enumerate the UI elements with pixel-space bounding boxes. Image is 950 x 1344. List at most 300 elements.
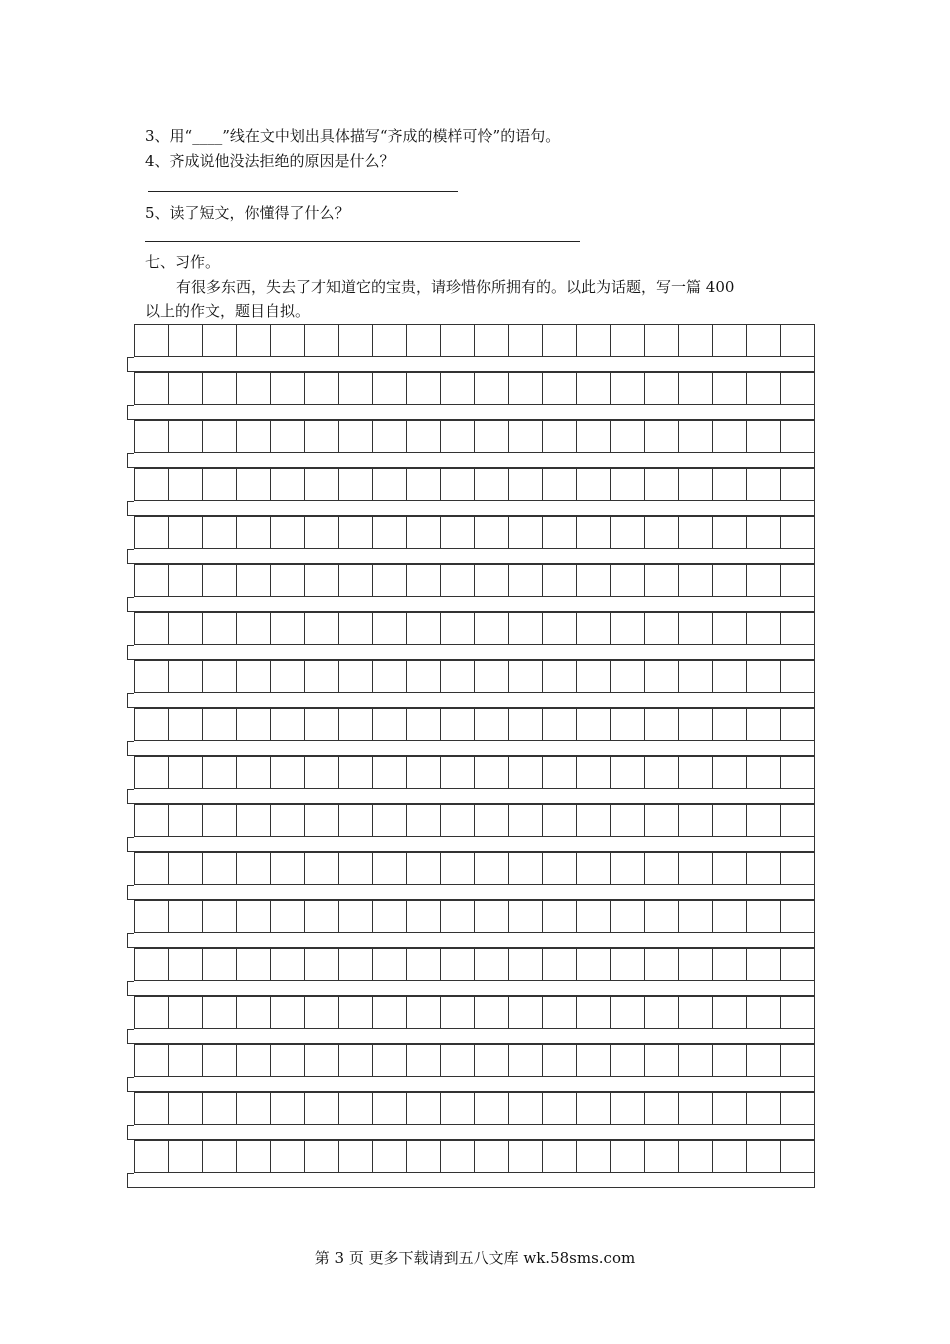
grid-cell[interactable] [509,565,543,597]
grid-cell[interactable] [611,997,645,1029]
grid-cell[interactable] [679,373,713,405]
grid-cell[interactable] [577,757,611,789]
grid-cell[interactable] [645,805,679,837]
grid-cell[interactable] [679,949,713,981]
grid-cell[interactable] [441,517,475,549]
grid-cell[interactable] [271,1093,305,1125]
grid-cell[interactable] [237,949,271,981]
grid-cell[interactable] [373,661,407,693]
grid-cell[interactable] [373,805,407,837]
grid-cell[interactable] [203,853,237,885]
grid-cell[interactable] [203,1045,237,1077]
grid-cell[interactable] [339,565,373,597]
grid-cell[interactable] [305,421,339,453]
grid-cell[interactable] [679,661,713,693]
grid-cell[interactable] [713,373,747,405]
grid-cell[interactable] [713,805,747,837]
grid-cell[interactable] [407,1093,441,1125]
grid-cell[interactable] [747,565,781,597]
grid-cell[interactable] [441,853,475,885]
grid-cell[interactable] [373,1093,407,1125]
grid-cell[interactable] [509,1045,543,1077]
grid-cell[interactable] [203,1093,237,1125]
grid-cell[interactable] [339,949,373,981]
grid-cell[interactable] [509,1093,543,1125]
grid-cell[interactable] [407,949,441,981]
grid-cell[interactable] [781,325,815,357]
grid-cell[interactable] [781,613,815,645]
grid-cell[interactable] [713,1093,747,1125]
grid-cell[interactable] [339,1045,373,1077]
grid-cell[interactable] [713,517,747,549]
grid-cell[interactable] [169,757,203,789]
grid-cell[interactable] [781,373,815,405]
grid-cell[interactable] [713,613,747,645]
grid-cell[interactable] [441,805,475,837]
grid-cell[interactable] [203,517,237,549]
grid-cell[interactable] [713,853,747,885]
grid-cell[interactable] [305,1045,339,1077]
grid-cell[interactable] [577,901,611,933]
grid-cell[interactable] [781,1141,815,1173]
grid-cell[interactable] [577,469,611,501]
grid-cell[interactable] [169,421,203,453]
grid-cell[interactable] [577,1141,611,1173]
grid-cell[interactable] [441,1141,475,1173]
grid-cell[interactable] [373,997,407,1029]
grid-cell[interactable] [781,757,815,789]
grid-cell[interactable] [509,853,543,885]
grid-cell[interactable] [577,661,611,693]
grid-cell[interactable] [203,469,237,501]
grid-cell[interactable] [611,421,645,453]
grid-cell[interactable] [713,565,747,597]
grid-cell[interactable] [237,901,271,933]
grid-cell[interactable] [509,517,543,549]
grid-cell[interactable] [543,853,577,885]
grid-cell[interactable] [169,997,203,1029]
grid-cell[interactable] [509,613,543,645]
grid-cell[interactable] [237,325,271,357]
grid-cell[interactable] [543,949,577,981]
grid-cell[interactable] [135,565,169,597]
grid-cell[interactable] [441,613,475,645]
grid-cell[interactable] [135,421,169,453]
grid-cell[interactable] [645,997,679,1029]
grid-cell[interactable] [679,517,713,549]
grid-cell[interactable] [407,853,441,885]
grid-cell[interactable] [305,1141,339,1173]
grid-cell[interactable] [135,1045,169,1077]
grid-cell[interactable] [577,565,611,597]
grid-cell[interactable] [781,565,815,597]
grid-cell[interactable] [645,373,679,405]
grid-cell[interactable] [271,709,305,741]
grid-cell[interactable] [135,709,169,741]
composition-writing-grid[interactable] [127,324,815,1188]
grid-cell[interactable] [747,373,781,405]
grid-cell[interactable] [645,1045,679,1077]
grid-cell[interactable] [543,709,577,741]
grid-cell[interactable] [781,469,815,501]
grid-cell[interactable] [441,661,475,693]
grid-cell[interactable] [169,805,203,837]
grid-cell[interactable] [645,709,679,741]
grid-cell[interactable] [135,997,169,1029]
grid-cell[interactable] [237,997,271,1029]
grid-cell[interactable] [237,1093,271,1125]
grid-cell[interactable] [543,421,577,453]
grid-cell[interactable] [203,1141,237,1173]
grid-cell[interactable] [373,325,407,357]
grid-cell[interactable] [237,709,271,741]
grid-cell[interactable] [475,661,509,693]
grid-cell[interactable] [577,421,611,453]
grid-cell[interactable] [713,1141,747,1173]
grid-cell[interactable] [271,565,305,597]
grid-cell[interactable] [407,709,441,741]
grid-cell[interactable] [611,565,645,597]
grid-cell[interactable] [577,1093,611,1125]
grid-cell[interactable] [339,613,373,645]
grid-cell[interactable] [713,325,747,357]
grid-cell[interactable] [475,757,509,789]
grid-cell[interactable] [203,805,237,837]
grid-cell[interactable] [577,517,611,549]
grid-cell[interactable] [611,517,645,549]
grid-cell[interactable] [203,565,237,597]
grid-cell[interactable] [271,1045,305,1077]
grid-cell[interactable] [373,853,407,885]
grid-cell[interactable] [339,373,373,405]
grid-cell[interactable] [169,709,203,741]
grid-cell[interactable] [373,613,407,645]
grid-cell[interactable] [441,565,475,597]
grid-cell[interactable] [169,1093,203,1125]
grid-cell[interactable] [339,997,373,1029]
grid-cell[interactable] [747,1093,781,1125]
grid-cell[interactable] [781,709,815,741]
grid-cell[interactable] [475,565,509,597]
grid-cell[interactable] [203,757,237,789]
grid-cell[interactable] [509,1141,543,1173]
grid-cell[interactable] [475,373,509,405]
grid-cell[interactable] [645,325,679,357]
grid-cell[interactable] [747,325,781,357]
grid-cell[interactable] [407,373,441,405]
grid-cell[interactable] [543,565,577,597]
grid-cell[interactable] [169,949,203,981]
grid-cell[interactable] [679,613,713,645]
grid-cell[interactable] [407,757,441,789]
grid-cell[interactable] [339,1093,373,1125]
grid-cell[interactable] [611,853,645,885]
grid-cell[interactable] [713,709,747,741]
grid-cell[interactable] [339,709,373,741]
grid-cell[interactable] [169,901,203,933]
grid-cell[interactable] [271,757,305,789]
grid-cell[interactable] [203,997,237,1029]
grid-cell[interactable] [373,517,407,549]
grid-cell[interactable] [475,325,509,357]
grid-cell[interactable] [781,997,815,1029]
grid-cell[interactable] [237,757,271,789]
grid-cell[interactable] [679,853,713,885]
grid-cell[interactable] [441,901,475,933]
grid-cell[interactable] [509,469,543,501]
grid-cell[interactable] [747,1045,781,1077]
grid-cell[interactable] [781,853,815,885]
grid-cell[interactable] [203,325,237,357]
grid-cell[interactable] [679,565,713,597]
grid-cell[interactable] [305,613,339,645]
grid-cell[interactable] [169,565,203,597]
grid-cell[interactable] [509,901,543,933]
grid-cell[interactable] [679,469,713,501]
grid-cell[interactable] [271,325,305,357]
grid-cell[interactable] [169,853,203,885]
grid-cell[interactable] [237,373,271,405]
grid-cell[interactable] [543,517,577,549]
grid-cell[interactable] [373,421,407,453]
grid-cell[interactable] [781,1093,815,1125]
grid-cell[interactable] [645,1093,679,1125]
grid-cell[interactable] [747,469,781,501]
grid-cell[interactable] [271,661,305,693]
grid-cell[interactable] [271,469,305,501]
grid-cell[interactable] [237,853,271,885]
grid-cell[interactable] [475,997,509,1029]
grid-cell[interactable] [237,421,271,453]
grid-cell[interactable] [679,757,713,789]
grid-cell[interactable] [135,901,169,933]
grid-cell[interactable] [373,1045,407,1077]
grid-cell[interactable] [135,517,169,549]
grid-cell[interactable] [271,901,305,933]
grid-cell[interactable] [645,469,679,501]
grid-cell[interactable] [543,1141,577,1173]
grid-cell[interactable] [475,709,509,741]
grid-cell[interactable] [509,757,543,789]
grid-cell[interactable] [611,1045,645,1077]
grid-cell[interactable] [305,469,339,501]
grid-cell[interactable] [781,517,815,549]
grid-cell[interactable] [577,325,611,357]
grid-cell[interactable] [407,517,441,549]
grid-cell[interactable] [645,517,679,549]
grid-cell[interactable] [475,853,509,885]
grid-cell[interactable] [271,949,305,981]
grid-cell[interactable] [713,469,747,501]
grid-cell[interactable] [373,373,407,405]
grid-cell[interactable] [271,853,305,885]
grid-cell[interactable] [373,709,407,741]
grid-cell[interactable] [543,805,577,837]
grid-cell[interactable] [407,1141,441,1173]
grid-cell[interactable] [645,661,679,693]
grid-cell[interactable] [543,373,577,405]
grid-cell[interactable] [475,1045,509,1077]
grid-cell[interactable] [271,373,305,405]
grid-cell[interactable] [509,421,543,453]
grid-cell[interactable] [271,517,305,549]
grid-cell[interactable] [475,517,509,549]
grid-cell[interactable] [169,517,203,549]
grid-cell[interactable] [509,325,543,357]
grid-cell[interactable] [441,949,475,981]
grid-cell[interactable] [407,997,441,1029]
grid-cell[interactable] [305,325,339,357]
grid-cell[interactable] [373,901,407,933]
grid-cell[interactable] [611,1093,645,1125]
grid-cell[interactable] [543,1093,577,1125]
grid-cell[interactable] [747,661,781,693]
grid-cell[interactable] [781,901,815,933]
grid-cell[interactable] [509,661,543,693]
grid-cell[interactable] [475,469,509,501]
grid-cell[interactable] [543,1045,577,1077]
grid-cell[interactable] [509,373,543,405]
grid-cell[interactable] [679,997,713,1029]
grid-cell[interactable] [577,709,611,741]
grid-cell[interactable] [679,1141,713,1173]
grid-cell[interactable] [679,805,713,837]
grid-cell[interactable] [679,1045,713,1077]
grid-cell[interactable] [407,1045,441,1077]
grid-cell[interactable] [713,661,747,693]
grid-cell[interactable] [441,757,475,789]
grid-cell[interactable] [169,661,203,693]
grid-cell[interactable] [713,1045,747,1077]
grid-cell[interactable] [407,661,441,693]
grid-cell[interactable] [135,1141,169,1173]
grid-cell[interactable] [611,373,645,405]
grid-cell[interactable] [611,1141,645,1173]
grid-cell[interactable] [475,901,509,933]
grid-cell[interactable] [373,565,407,597]
grid-cell[interactable] [441,421,475,453]
grid-cell[interactable] [135,1093,169,1125]
grid-cell[interactable] [271,421,305,453]
grid-cell[interactable] [679,1093,713,1125]
grid-cell[interactable] [407,469,441,501]
grid-cell[interactable] [543,757,577,789]
grid-cell[interactable] [271,613,305,645]
grid-cell[interactable] [781,661,815,693]
grid-cell[interactable] [509,709,543,741]
answer-line-q4[interactable] [148,191,458,192]
grid-cell[interactable] [543,613,577,645]
grid-cell[interactable] [747,805,781,837]
grid-cell[interactable] [543,661,577,693]
grid-cell[interactable] [203,709,237,741]
grid-cell[interactable] [713,757,747,789]
grid-cell[interactable] [747,901,781,933]
grid-cell[interactable] [713,949,747,981]
grid-cell[interactable] [475,421,509,453]
grid-cell[interactable] [135,469,169,501]
grid-cell[interactable] [781,1045,815,1077]
grid-cell[interactable] [237,661,271,693]
grid-cell[interactable] [441,1045,475,1077]
grid-cell[interactable] [441,373,475,405]
grid-cell[interactable] [475,613,509,645]
grid-cell[interactable] [577,853,611,885]
grid-cell[interactable] [475,1141,509,1173]
grid-cell[interactable] [645,853,679,885]
grid-cell[interactable] [407,565,441,597]
grid-cell[interactable] [237,517,271,549]
grid-cell[interactable] [169,1141,203,1173]
grid-cell[interactable] [271,1141,305,1173]
grid-cell[interactable] [339,901,373,933]
grid-cell[interactable] [407,805,441,837]
grid-cell[interactable] [407,325,441,357]
grid-cell[interactable] [713,901,747,933]
grid-cell[interactable] [747,997,781,1029]
grid-cell[interactable] [203,613,237,645]
grid-cell[interactable] [611,325,645,357]
grid-cell[interactable] [543,469,577,501]
grid-cell[interactable] [475,949,509,981]
grid-cell[interactable] [645,901,679,933]
grid-cell[interactable] [611,949,645,981]
grid-cell[interactable] [271,997,305,1029]
grid-cell[interactable] [135,325,169,357]
grid-cell[interactable] [747,613,781,645]
answer-line-q5[interactable] [145,241,580,242]
grid-cell[interactable] [203,373,237,405]
grid-cell[interactable] [203,901,237,933]
grid-cell[interactable] [373,757,407,789]
grid-cell[interactable] [305,709,339,741]
grid-cell[interactable] [611,613,645,645]
grid-cell[interactable] [373,949,407,981]
grid-cell[interactable] [339,853,373,885]
grid-cell[interactable] [135,949,169,981]
grid-cell[interactable] [305,565,339,597]
grid-cell[interactable] [509,997,543,1029]
grid-cell[interactable] [577,949,611,981]
grid-cell[interactable] [169,469,203,501]
grid-cell[interactable] [611,469,645,501]
grid-cell[interactable] [373,1141,407,1173]
grid-cell[interactable] [645,613,679,645]
grid-cell[interactable] [645,757,679,789]
grid-cell[interactable] [407,613,441,645]
grid-cell[interactable] [305,661,339,693]
grid-cell[interactable] [611,805,645,837]
grid-cell[interactable] [543,901,577,933]
grid-cell[interactable] [169,325,203,357]
grid-cell[interactable] [237,1045,271,1077]
grid-cell[interactable] [747,709,781,741]
grid-cell[interactable] [305,757,339,789]
grid-cell[interactable] [543,997,577,1029]
grid-cell[interactable] [135,757,169,789]
grid-cell[interactable] [781,421,815,453]
grid-cell[interactable] [577,373,611,405]
grid-cell[interactable] [135,613,169,645]
grid-cell[interactable] [203,421,237,453]
grid-cell[interactable] [679,709,713,741]
grid-cell[interactable] [339,1141,373,1173]
grid-cell[interactable] [305,949,339,981]
grid-cell[interactable] [237,565,271,597]
grid-cell[interactable] [441,1093,475,1125]
grid-cell[interactable] [747,421,781,453]
grid-cell[interactable] [577,613,611,645]
